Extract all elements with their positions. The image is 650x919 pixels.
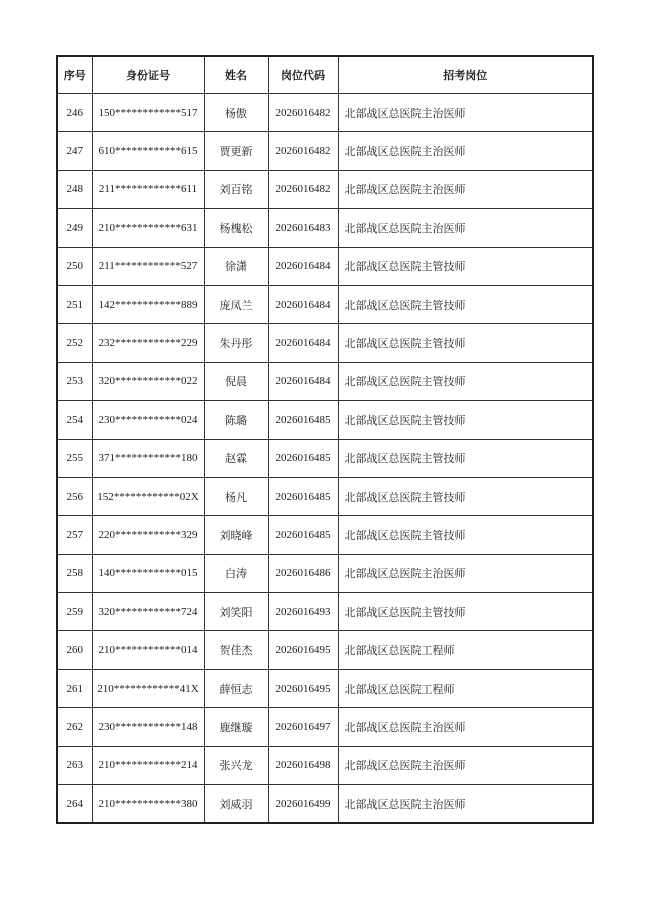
column-header-job-code: 岗位代码 <box>268 56 338 94</box>
cell-job-title: 北部战区总医院工程师 <box>338 669 593 707</box>
cell-id-number: 230************148 <box>92 708 204 746</box>
cell-id-number: 210************214 <box>92 746 204 784</box>
table-row <box>57 746 593 784</box>
cell-name: 赵霖 <box>204 439 268 477</box>
cell-job-code: 2026016484 <box>268 285 338 323</box>
table-row <box>57 554 593 592</box>
table-row <box>57 669 593 707</box>
table-row <box>57 324 593 362</box>
cell-id-number: 152************02X <box>92 477 204 515</box>
cell-job-code: 2026016485 <box>268 516 338 554</box>
cell-name: 刘晓峰 <box>204 516 268 554</box>
table-row <box>57 401 593 439</box>
cell-serial-number: 263 <box>57 746 92 784</box>
cell-name: 薛恒志 <box>204 669 268 707</box>
cell-serial-number: 256 <box>57 477 92 515</box>
column-header-serial-number: 序号 <box>57 56 92 94</box>
cell-serial-number: 262 <box>57 708 92 746</box>
recruitment-roster-table <box>56 55 594 824</box>
table-header-row <box>57 56 593 94</box>
cell-serial-number: 261 <box>57 669 92 707</box>
cell-name: 陈璐 <box>204 401 268 439</box>
cell-serial-number: 250 <box>57 247 92 285</box>
cell-id-number: 232************229 <box>92 324 204 362</box>
column-header-name: 姓名 <box>204 56 268 94</box>
cell-job-title: 北部战区总医院主治医师 <box>338 746 593 784</box>
cell-job-code: 2026016482 <box>268 132 338 170</box>
table-row <box>57 94 593 132</box>
cell-id-number: 371************180 <box>92 439 204 477</box>
table-row <box>57 285 593 323</box>
table-row <box>57 477 593 515</box>
cell-id-number: 610************615 <box>92 132 204 170</box>
cell-id-number: 210************41X <box>92 669 204 707</box>
table-row <box>57 439 593 477</box>
cell-job-code: 2026016484 <box>268 247 338 285</box>
column-header-id-number: 身份证号 <box>92 56 204 94</box>
cell-job-code: 2026016485 <box>268 439 338 477</box>
cell-job-title: 北部战区总医院主管技师 <box>338 477 593 515</box>
cell-job-code: 2026016498 <box>268 746 338 784</box>
cell-id-number: 230************024 <box>92 401 204 439</box>
cell-name: 张兴龙 <box>204 746 268 784</box>
cell-job-code: 2026016497 <box>268 708 338 746</box>
cell-job-code: 2026016485 <box>268 477 338 515</box>
cell-name: 贾更新 <box>204 132 268 170</box>
cell-serial-number: 257 <box>57 516 92 554</box>
table-row <box>57 631 593 669</box>
cell-name: 庞凤兰 <box>204 285 268 323</box>
table-body <box>57 94 593 824</box>
cell-id-number: 142************889 <box>92 285 204 323</box>
cell-id-number: 210************631 <box>92 209 204 247</box>
cell-job-code: 2026016495 <box>268 631 338 669</box>
cell-name: 刘威羽 <box>204 785 268 824</box>
table-row <box>57 785 593 824</box>
cell-name: 杨傲 <box>204 94 268 132</box>
table-row <box>57 708 593 746</box>
cell-job-title: 北部战区总医院主管技师 <box>338 401 593 439</box>
cell-name: 朱丹彤 <box>204 324 268 362</box>
cell-id-number: 140************015 <box>92 554 204 592</box>
cell-job-code: 2026016486 <box>268 554 338 592</box>
cell-job-title: 北部战区总医院主管技师 <box>338 439 593 477</box>
cell-name: 贺佳杰 <box>204 631 268 669</box>
cell-job-code: 2026016482 <box>268 170 338 208</box>
cell-job-title: 北部战区总医院工程师 <box>338 631 593 669</box>
cell-job-code: 2026016482 <box>268 94 338 132</box>
cell-id-number: 220************329 <box>92 516 204 554</box>
cell-job-code: 2026016484 <box>268 362 338 400</box>
cell-name: 倪晨 <box>204 362 268 400</box>
cell-id-number: 320************022 <box>92 362 204 400</box>
column-header-job-title: 招考岗位 <box>338 56 593 94</box>
cell-job-title: 北部战区总医院主管技师 <box>338 324 593 362</box>
cell-job-code: 2026016499 <box>268 785 338 824</box>
cell-serial-number: 253 <box>57 362 92 400</box>
cell-id-number: 320************724 <box>92 593 204 631</box>
cell-job-code: 2026016483 <box>268 209 338 247</box>
cell-id-number: 210************380 <box>92 785 204 824</box>
cell-serial-number: 249 <box>57 209 92 247</box>
table-row <box>57 170 593 208</box>
cell-name: 杨凡 <box>204 477 268 515</box>
cell-job-code: 2026016485 <box>268 401 338 439</box>
cell-serial-number: 252 <box>57 324 92 362</box>
cell-job-title: 北部战区总医院主治医师 <box>338 554 593 592</box>
cell-serial-number: 259 <box>57 593 92 631</box>
cell-job-code: 2026016495 <box>268 669 338 707</box>
cell-serial-number: 264 <box>57 785 92 824</box>
table-row <box>57 132 593 170</box>
cell-serial-number: 246 <box>57 94 92 132</box>
table-row <box>57 247 593 285</box>
cell-name: 杨槐松 <box>204 209 268 247</box>
cell-serial-number: 247 <box>57 132 92 170</box>
cell-job-title: 北部战区总医院主管技师 <box>338 362 593 400</box>
cell-job-title: 北部战区总医院主管技师 <box>338 516 593 554</box>
table-row <box>57 362 593 400</box>
cell-job-title: 北部战区总医院主治医师 <box>338 94 593 132</box>
table-row <box>57 593 593 631</box>
cell-job-title: 北部战区总医院主治医师 <box>338 132 593 170</box>
cell-serial-number: 254 <box>57 401 92 439</box>
cell-id-number: 150************517 <box>92 94 204 132</box>
cell-serial-number: 260 <box>57 631 92 669</box>
cell-name: 徐潇 <box>204 247 268 285</box>
cell-name: 刘百铭 <box>204 170 268 208</box>
cell-name: 鹿继璇 <box>204 708 268 746</box>
cell-id-number: 211************527 <box>92 247 204 285</box>
cell-serial-number: 251 <box>57 285 92 323</box>
cell-job-title: 北部战区总医院主治医师 <box>338 209 593 247</box>
table-row <box>57 209 593 247</box>
cell-serial-number: 255 <box>57 439 92 477</box>
cell-name: 刘笑阳 <box>204 593 268 631</box>
cell-id-number: 211************611 <box>92 170 204 208</box>
cell-job-title: 北部战区总医院主治医师 <box>338 785 593 824</box>
cell-job-title: 北部战区总医院主治医师 <box>338 708 593 746</box>
table-row <box>57 516 593 554</box>
cell-serial-number: 248 <box>57 170 92 208</box>
cell-job-title: 北部战区总医院主管技师 <box>338 247 593 285</box>
cell-name: 白涛 <box>204 554 268 592</box>
cell-job-code: 2026016493 <box>268 593 338 631</box>
cell-job-title: 北部战区总医院主管技师 <box>338 593 593 631</box>
cell-serial-number: 258 <box>57 554 92 592</box>
cell-job-code: 2026016484 <box>268 324 338 362</box>
cell-job-title: 北部战区总医院主管技师 <box>338 285 593 323</box>
cell-id-number: 210************014 <box>92 631 204 669</box>
cell-job-title: 北部战区总医院主治医师 <box>338 170 593 208</box>
